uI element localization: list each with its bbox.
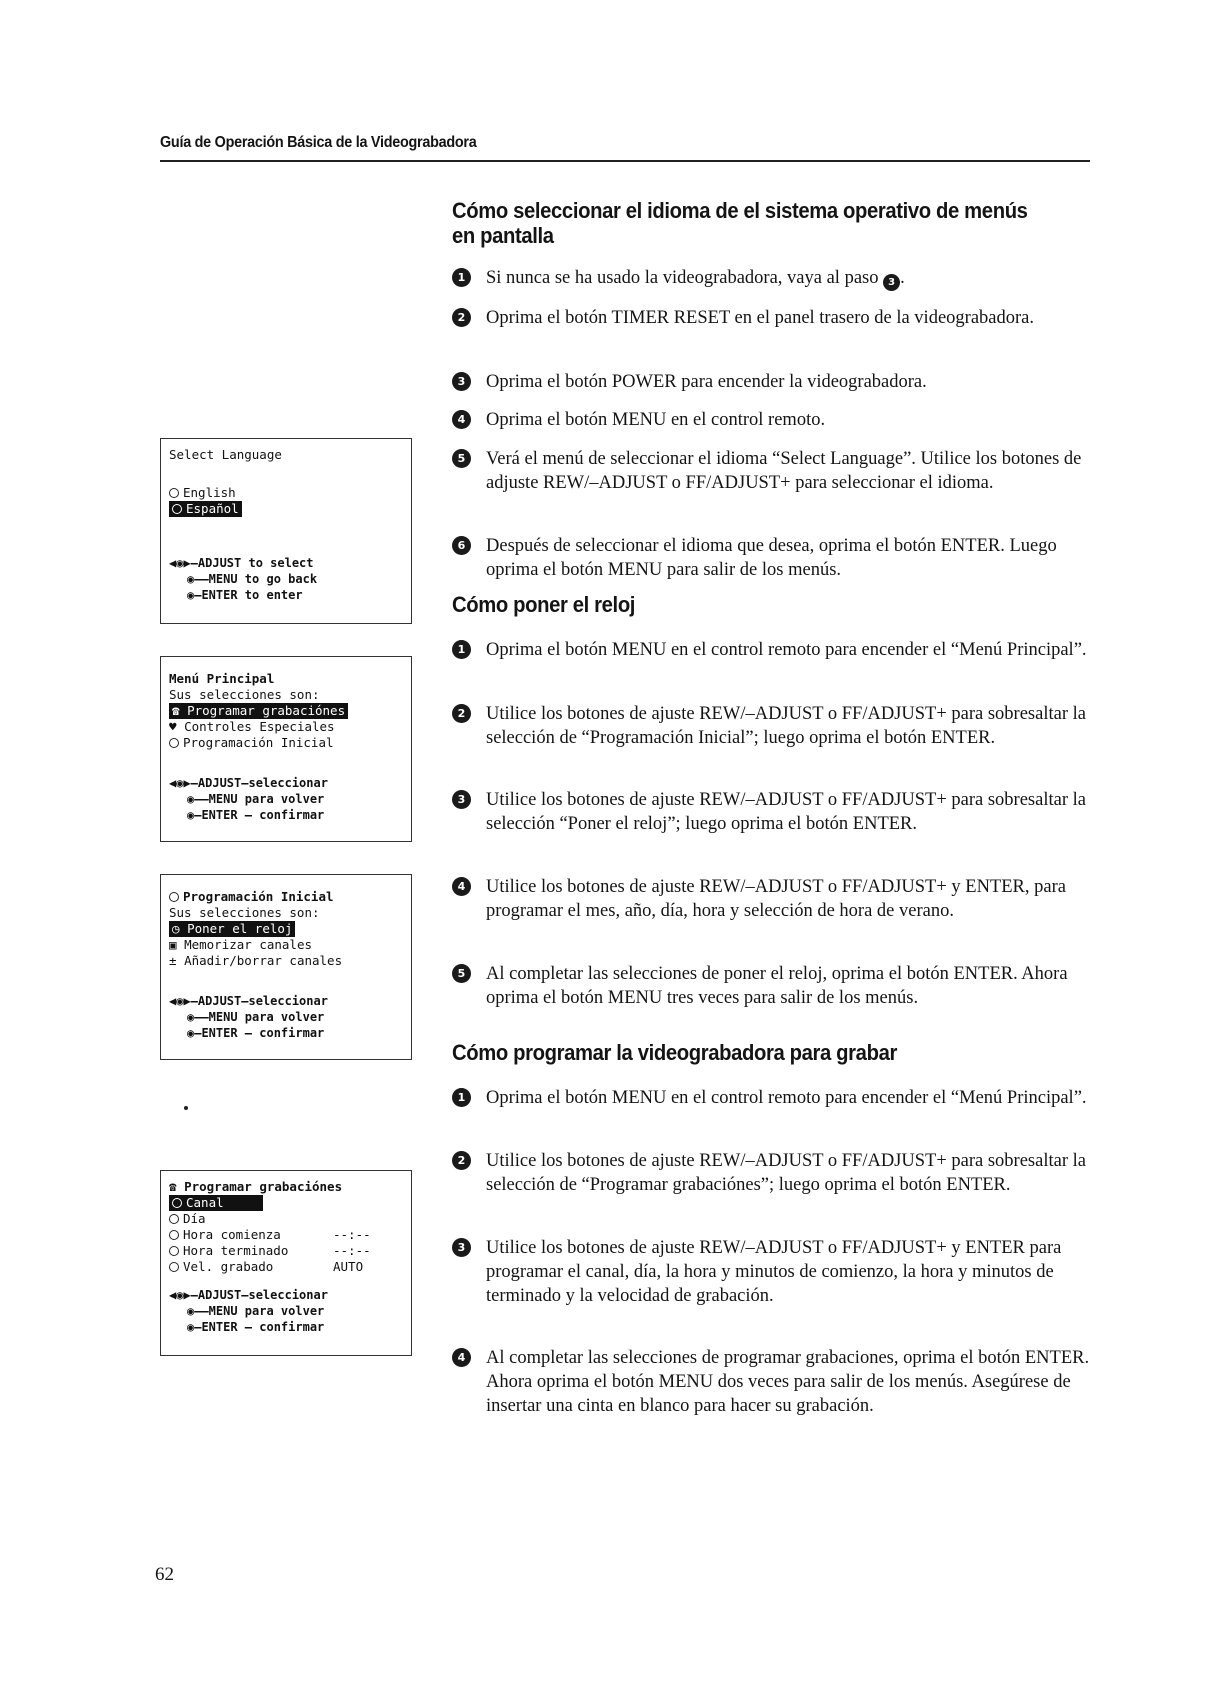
osd-help-enter: ◉–ENTER – confirmar bbox=[187, 1026, 325, 1040]
radio-icon bbox=[169, 1214, 179, 1224]
osd-item-hora-terminado: Hora terminado --:-- bbox=[169, 1243, 403, 1259]
osd-help-menu: ◉––MENU para volver bbox=[187, 1304, 325, 1318]
language-step-4 bbox=[452, 408, 1092, 434]
step-text: Si nunca se ha usado la videograbadora, vaya al paso bbox=[486, 268, 884, 288]
osd-help-menu: ◉––MENU para volver bbox=[187, 1010, 325, 1024]
step-text: Utilice los botones de ajuste REW/–ADJUST o FF/ADJUST+ para sobresaltar la selección “Poner el reloj”; luego oprima el botón ENTER. bbox=[486, 790, 1086, 834]
page-number: 62 bbox=[155, 1564, 174, 1585]
step-text: Oprima el botón POWER para encender la videograbadora. bbox=[486, 372, 927, 392]
language-step-1: 1 Si nunca se ha usado la videograbadora, vaya al paso 3 . bbox=[452, 266, 1092, 292]
clock-step-4 bbox=[452, 875, 1092, 949]
step-number-icon: 2 bbox=[452, 704, 471, 723]
clock-step-1 bbox=[452, 638, 1092, 688]
osd-item-canal: Canal bbox=[169, 1195, 403, 1211]
step-number-icon: 1 bbox=[452, 268, 471, 287]
step-text: Utilice los botones de ajuste REW/–ADJUST o FF/ADJUST+ para sobresaltar la selección de “Programar grabaciónes”; luego oprima el botón ENTER. bbox=[486, 1151, 1086, 1195]
osd-item-programacion-inicial: Programación Inicial bbox=[169, 735, 403, 751]
recorder-icon: ☎ bbox=[172, 703, 188, 718]
osd-help-menu: ◉––MENU para volver bbox=[187, 792, 325, 806]
osd-title: Programación Inicial bbox=[169, 889, 403, 905]
radio-icon bbox=[169, 488, 179, 498]
osd-item-poner-el-reloj: ◷ Poner el reloj bbox=[169, 921, 403, 937]
clock-step-2 bbox=[452, 702, 1092, 776]
osd-help-adjust: ◀◉▶–ADJUST–seleccionar bbox=[169, 994, 328, 1008]
step-number-icon: 4 bbox=[452, 1348, 471, 1367]
step-number-icon: 3 bbox=[452, 372, 471, 391]
osd-help-adjust: ◀◉▶–ADJUST–seleccionar bbox=[169, 1288, 328, 1302]
osd-title: Select Language bbox=[169, 447, 282, 462]
osd-item-controles-especiales: ♥ Controles Especiales bbox=[169, 719, 335, 734]
osd-item-anadir-borrar: ± Añadir/borrar canales bbox=[169, 953, 343, 968]
osd-subtitle: Sus selecciones son: bbox=[169, 687, 320, 702]
step-text: Oprima el botón MENU en el control remoto. bbox=[486, 410, 826, 430]
step-text: Utilice los botones de ajuste REW/–ADJUST o FF/ADJUST+ y ENTER para programar el canal, día, la hora y minutos de comienzo, la hora y minutos de terminado y la velocidad de grabación. bbox=[486, 1238, 1062, 1306]
osd-help-enter: ◉–ENTER – confirmar bbox=[187, 1320, 325, 1334]
language-step-3 bbox=[452, 370, 1092, 396]
recording-step-3 bbox=[452, 1236, 1092, 1334]
language-step-5 bbox=[452, 447, 1092, 521]
stray-mark bbox=[184, 1106, 188, 1110]
header-rule bbox=[160, 160, 1090, 162]
step-number-icon: 4 bbox=[452, 410, 471, 429]
osd-programar-grabaciones bbox=[160, 1170, 412, 1356]
section-heading-clock: Cómo poner el reloj bbox=[452, 592, 636, 617]
osd-item-programar-grabaciones: ☎ Programar grabaciónes bbox=[169, 703, 403, 719]
plus-minus-icon: ± bbox=[169, 953, 185, 968]
radio-icon bbox=[169, 1230, 179, 1240]
step-text: Oprima el botón TIMER RESET en el panel trasero de la videograbadora. bbox=[486, 308, 1034, 328]
osd-item-vel-grabado: Vel. grabado AUTO bbox=[169, 1259, 403, 1275]
step-number-icon: 3 bbox=[452, 790, 471, 809]
step-text: Oprima el botón MENU en el control remoto para encender el “Menú Principal”. bbox=[486, 640, 1087, 660]
osd-help-enter: ◉–ENTER – confirmar bbox=[187, 808, 325, 822]
recording-step-4 bbox=[452, 1346, 1092, 1444]
step-text: Al completar las selecciones de poner el reloj, oprima el botón ENTER. Ahora oprima el botón MENU tres veces para salir de los menús. bbox=[486, 964, 1068, 1008]
language-step-6 bbox=[452, 534, 1092, 584]
osd-title: Menú Principal bbox=[169, 671, 275, 686]
running-header: Guía de Operación Básica de la Videograbadora bbox=[160, 134, 477, 151]
osd-item-espanol: Español bbox=[169, 501, 403, 517]
osd-item-memorizar-canales: ▣ Memorizar canales bbox=[169, 937, 312, 952]
step-text: Oprima el botón MENU en el control remoto para encender el “Menú Principal”. bbox=[486, 1088, 1087, 1108]
step-number-icon: 3 bbox=[452, 1238, 471, 1257]
osd-item-hora-comienza: Hora comienza --:-- bbox=[169, 1227, 403, 1243]
recording-step-1 bbox=[452, 1086, 1092, 1136]
step-text: Al completar las selecciones de programar grabaciones, oprima el botón ENTER. Ahora oprima el botón MENU dos veces para salir de los menús. Asegúrese de insertar una cinta en blanco para hacer su grabación. bbox=[486, 1348, 1090, 1416]
radio-icon bbox=[172, 1198, 182, 1208]
clock-step-3 bbox=[452, 788, 1092, 862]
osd-help-adjust: ◀◉▶–ADJUST to select bbox=[169, 556, 314, 570]
step-text: Después de seleccionar el idioma que desea, oprima el botón ENTER. Luego oprima el botón MENU para salir de los menús. bbox=[486, 536, 1057, 580]
osd-menu-principal bbox=[160, 656, 412, 842]
radio-icon bbox=[169, 892, 179, 902]
radio-icon bbox=[172, 504, 182, 514]
step-number-icon: 1 bbox=[452, 1088, 471, 1107]
radio-icon bbox=[169, 1246, 179, 1256]
radio-icon bbox=[169, 1262, 179, 1272]
section-heading-language: Cómo seleccionar el idioma de el sistema operativo de menús en pantalla bbox=[452, 198, 1028, 248]
step-number-icon: 5 bbox=[452, 964, 471, 983]
step-number-icon: 2 bbox=[452, 308, 471, 327]
osd-help-adjust: ◀◉▶–ADJUST–seleccionar bbox=[169, 776, 328, 790]
osd-item-dia: Día bbox=[169, 1211, 403, 1227]
recorder-icon: ☎ bbox=[169, 1179, 185, 1194]
step-text: Utilice los botones de ajuste REW/–ADJUST o FF/ADJUST+ y ENTER, para programar el mes, año, día, hora y selección de hora de verano. bbox=[486, 877, 1066, 921]
clock-icon: ◷ bbox=[172, 921, 188, 936]
step-text: Verá el menú de seleccionar el idioma “Select Language”. Utilice los botones de adjuste REW/–ADJUST o FF/ADJUST+ para seleccionar el idioma. bbox=[486, 449, 1082, 493]
osd-title: ☎ Programar grabaciónes bbox=[169, 1179, 343, 1194]
osd-help-enter: ◉–ENTER to enter bbox=[187, 588, 303, 602]
recording-step-2 bbox=[452, 1149, 1092, 1223]
section-heading-recording: Cómo programar la videograbadora para grabar bbox=[452, 1040, 897, 1065]
step-number-icon: 6 bbox=[452, 536, 471, 555]
language-step-2 bbox=[452, 306, 1092, 356]
step-number-icon: 4 bbox=[452, 877, 471, 896]
step-number-icon: 3 bbox=[883, 274, 900, 291]
osd-item-english: English bbox=[169, 485, 403, 501]
step-number-icon: 1 bbox=[452, 640, 471, 659]
osd-subtitle: Sus selecciones son: bbox=[169, 905, 320, 920]
memory-icon: ▣ bbox=[169, 937, 185, 952]
step-text: Utilice los botones de ajuste REW/–ADJUST o FF/ADJUST+ para sobresaltar la selección de “Programación Inicial”; luego oprima el botón ENTER. bbox=[486, 704, 1086, 748]
heart-icon: ♥ bbox=[169, 719, 185, 734]
radio-icon bbox=[169, 738, 179, 748]
osd-help-menu: ◉––MENU to go back bbox=[187, 572, 318, 586]
osd-select-language bbox=[160, 438, 412, 624]
step-number-icon: 5 bbox=[452, 449, 471, 468]
osd-programacion-inicial bbox=[160, 874, 412, 1060]
step-number-icon: 2 bbox=[452, 1151, 471, 1170]
clock-step-5 bbox=[452, 962, 1092, 1036]
